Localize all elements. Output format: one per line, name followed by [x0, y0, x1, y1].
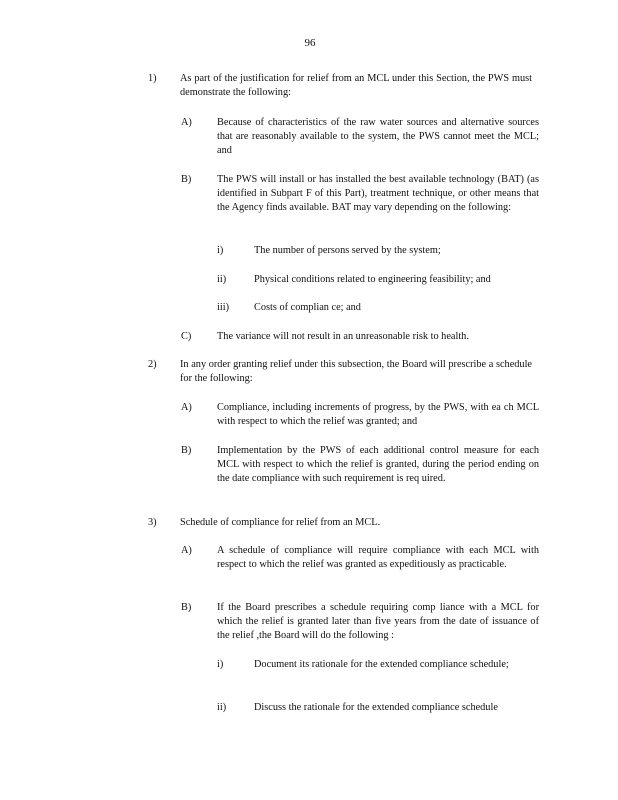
item-text: Compliance, including increments of progress, by the PWS, with ea ch MCL with respect to which the relief was granted; and: [217, 402, 539, 427]
item-text: Because of characteristics of the raw water sources and alternative sources that are reasonably available to the system, the PWS cannot meet the MCL; and: [217, 117, 539, 156]
item-label: ii): [217, 702, 227, 713]
item-label: A): [181, 402, 192, 413]
item-text: The PWS will install or has installed the best available technology (BAT) (as identified in Subpart F of this Part), treatment technique, or other means that the Agency finds available. BAT may vary depending on the following:: [217, 174, 539, 213]
item-text: Document its rationale for the extended compliance schedule;: [254, 659, 509, 670]
item-text: If the Board prescribes a schedule requiring comp liance with a MCL for which the relief is granted later than five years from the date of issuance of the relief ,the Board will do the following :: [217, 602, 539, 641]
item-text: Costs of complian ce; and: [254, 302, 361, 313]
item-label: C): [181, 331, 192, 342]
item-label: B): [181, 445, 192, 456]
item-text: As part of the justification for relief from an MCL under this Section, the PWS must demonstrate the following:: [180, 73, 532, 98]
item-label: i): [217, 659, 224, 670]
item-label: A): [181, 545, 192, 556]
item-text: Implementation by the PWS of each additional control measure for each MCL with respect to which the relief is granted, during the period ending on the date compliance with such requirement is req uired.: [217, 445, 539, 484]
item-text: In any order granting relief under this subsection, the Board will prescribe a schedule for the following:: [180, 359, 532, 384]
item-label: B): [181, 602, 192, 613]
item-text: The number of persons served by the system;: [254, 245, 441, 256]
item-text: Physical conditions related to engineering feasibility; and: [254, 274, 491, 285]
item-label: iii): [217, 302, 230, 313]
item-label: i): [217, 245, 224, 256]
item-text: The variance will not result in an unreasonable risk to health.: [217, 331, 469, 342]
item-text: Schedule of compliance for relief from an MCL.: [180, 517, 381, 528]
item-label: 1): [148, 73, 157, 84]
item-text: Discuss the rationale for the extended compliance schedule: [254, 702, 498, 713]
item-label: 3): [148, 517, 157, 528]
item-label: A): [181, 117, 192, 128]
item-label: ii): [217, 274, 227, 285]
item-label: B): [181, 174, 192, 185]
item-text: A schedule of compliance will require compliance with each MCL with respect to which the relief was granted as expeditiously as practicable.: [217, 545, 539, 570]
page-number: 96: [304, 37, 316, 49]
item-label: 2): [148, 359, 157, 370]
